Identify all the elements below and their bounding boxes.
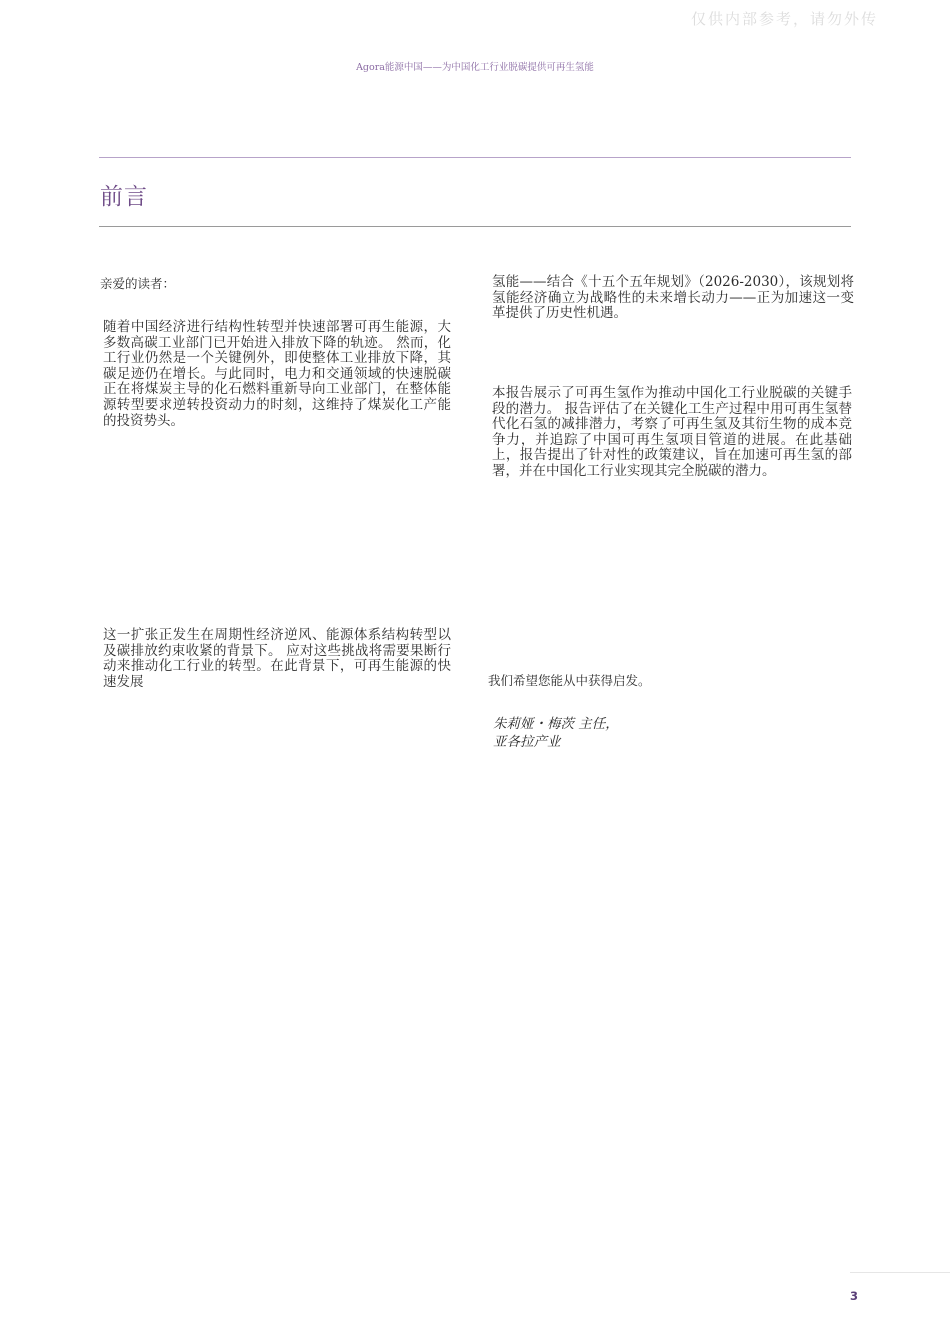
section-title: 前言: [100, 184, 148, 210]
letter-paragraph: 氢能——结合《十五个五年规划》（2026-2030），该规划将氢能经济确立为战略性的未来增长动力——正为加速这一变革提供了历史性机遇。: [492, 274, 854, 322]
running-header: Agora能源中国——为中国化工行业脱碳提供可再生氢能: [356, 62, 594, 73]
title-top-rule: [99, 157, 851, 158]
letter-paragraph: 随着中国经济进行结构性转型并快速部署可再生能源，大多数高碳工业部门已开始进入排放下降的轨迹。 然而，化工行业仍然是一个关键例外，即使整体工业排放下降，其碳足迹仍在增长。与此同时，电力和交通领域的快速脱碳正在将煤炭主导的化石燃料重新导向工业部门，在整体能源转型要求逆转投资动力的时刻，这维持了煤炭化工产能的投资势头。: [103, 319, 451, 429]
signature-block: [493, 715, 619, 751]
watermark: 仅供内部参考，请勿外传: [690, 10, 878, 28]
title-bottom-rule: [99, 226, 851, 227]
signature-name: 朱莉娅・梅茨 主任，: [493, 716, 619, 732]
letter-paragraph: 本报告展示了可再生氢作为推动中国化工行业脱碳的关键手段的潜力。 报告评估了在关键化工生产过程中用可再生氢替代化石氢的减排潜力，考察了可再生氢及其衍生物的成本竞争力，并追踪了中国可再生氢项目管道的进展。在此基础上，报告提出了针对性的政策建议，旨在加速可再生氢的部署，并在中国化工行业实现其完全脱碳的潜力。: [492, 385, 852, 479]
page-number: 3: [850, 1289, 859, 1303]
letter-closing: 我们希望您能从中获得启发。: [488, 673, 651, 688]
letter-salutation: 亲爱的读者：: [100, 276, 176, 291]
signature-organization: 亚各拉产业: [493, 734, 561, 750]
footer-rule: [850, 1272, 950, 1273]
letter-paragraph: 这一扩张正发生在周期性经济逆风、能源体系结构转型以及碳排放约束收紧的背景下。 应对这些挑战将需要果断行动来推动化工行业的转型。在此背景下，可再生能源的快速发展: [103, 627, 451, 690]
